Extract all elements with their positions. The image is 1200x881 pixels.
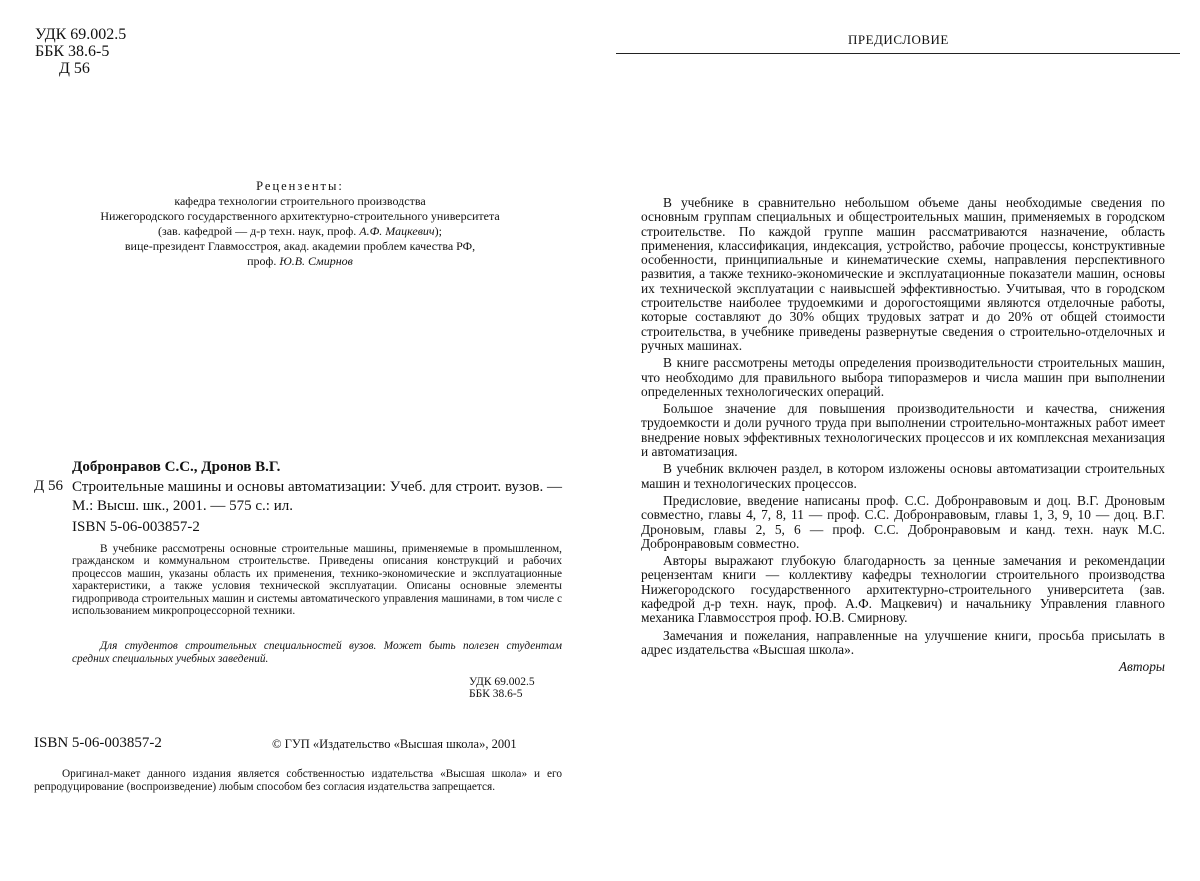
book-authors: Добронравов С.С., Дронов В.Г. [72, 459, 281, 475]
original-layout-notice: Оригинал-макет данного издания является собственностью издательства «Высшая школа» и его репродуцирование (воспроизведение) любым способом без согласия издательства запрещается. [34, 768, 562, 793]
annotation: В учебнике рассмотрены основные строительные машины, применяемые в промышленном, гражданском и коммунальном строительстве. Приведены описания конструкций и рабочих процессов машин, указаны область их применения, технико-экономические и эксплуатационные характеристики, а также условия технической эксплуатации. Описаны основные элементы гидропривода строительных машин и системы автоматического управления машинами, в том числе с использованием микропроцессорной техники. [72, 543, 562, 618]
reviewer-line: Нижегородского государственного архитектурно-строительного университета [100, 209, 500, 223]
header-divider [616, 53, 1180, 54]
preface-paragraph: Большое значение для повышения производительности и качества, снижения трудоемкости и доли ручного труда при выполнении строительно-монтажных работ имеет внедрение новых эффективных технологических процессов и их комплексная механизация и автоматизация. [641, 401, 1165, 460]
reviewer-line: вице-президент Главмосстроя, акад. академии проблем качества РФ, [124, 239, 476, 253]
preface-paragraph: Предисловие, введение написаны проф. С.С. Добронравовым и доц. В.Г. Дроновым совместно, главы 4, 7, 8, 11 — проф. С.С. Добронравовым, главы 1, 3, 9, 10 — доц. В.Г. Дроновым, главы 2, 5, 6 — проф. С.С. Добронравовым и канд. техн. наук М.С. Добронравовым совместно. [641, 492, 1165, 551]
udk-code: УДК 69.002.5 [469, 676, 535, 688]
preface-body [641, 196, 1165, 678]
udk-bottom-block [469, 676, 535, 700]
reviewers-heading: Рецензенты: [256, 179, 344, 193]
preface-paragraph: В книге рассмотрены методы определения производительности строительных машин, что необходимо для правильного выбора типоразмеров и числа машин при выполнении определенных технологических операций. [641, 355, 1165, 399]
author-mark: Д 56 [59, 60, 90, 77]
reviewer-text: проф. [247, 254, 277, 268]
reviewer-name: Ю.В. Смирнов [279, 254, 353, 268]
bbk-code: ББК 38.6-5 [35, 43, 110, 60]
reviewer-line [30, 224, 570, 239]
reviewer-line [30, 254, 570, 269]
reviewer-name: А.Ф. Мацкевич [359, 224, 435, 238]
preface-paragraph: Замечания и пожелания, направленные на улучшение книги, просьба присылать в адрес издательства «Высшая школа». [641, 627, 1165, 657]
annotation-note: Для студентов строительных специальностей вузов. Может быть полезен студентам средних специальных учебных заведений. [72, 640, 562, 665]
authors-signature: Авторы [1118, 659, 1165, 675]
udk-code: УДК 69.002.5 [35, 26, 127, 43]
preface-paragraph: В учебнике в сравнительно небольшом объеме даны необходимые сведения по основным группам специальных и общестроительных машин, применяемых в городском строительстве. По каждой группе машин рассматриваются назначение, область применения, классификация, индексация, устройство, рабочие процессы, конструктивные особенности, принципиальные и кинематические схемы, направления перспективного развития, а также технико-экономические и эксплуатационные показатели машин, основы их технической эксплуатации с наивысшей эффективностью. Учитывая, что в городском строительстве наиболее трудоемкими и дорогостоящими являются отделочные работы, которые составляют до 30% общих трудовых затрат и до 20% от общей стоимости строительства, в учебнике приведены развернутые сведения о строительно-отделочных и ручных машинах. [641, 195, 1165, 353]
page-title: ПРЕДИСЛОВИЕ [848, 32, 949, 47]
udk-block [35, 26, 126, 77]
bbk-code: ББК 38.6-5 [469, 688, 523, 700]
isbn-bottom: ISBN 5-06-003857-2 [34, 735, 162, 751]
preface-paragraph: Авторы выражают глубокую благодарность за ценные замечания и рекомендации рецензентам книги — коллективу кафедры технологии строительного производства Нижегородского государственного архитектурно-строительного университета (зав. кафедрой д-р техн. наук, проф. А.Ф. Мацкевич) и начальнику Управления главного механика Главмосстроя проф. Ю.В. Смирнову. [641, 553, 1165, 626]
reviewer-text: (зав. кафедрой — д-р техн. наук, проф. [157, 224, 357, 238]
preface-paragraph: В учебник включен раздел, в котором изложены основы автоматизации строительных машин и технологических процессов. [641, 461, 1165, 491]
reviewer-line: кафедра технологии строительного производства [174, 194, 426, 208]
copyright-notice: © ГУП «Издательство «Высшая школа», 2001 [272, 737, 517, 751]
classification-mark: Д 56 [34, 478, 63, 494]
isbn: ISBN 5-06-003857-2 [72, 519, 200, 535]
right-page [600, 0, 1200, 881]
book-description: Строительные машины и основы автоматизации: Учеб. для строит. вузов. — М.: Высш. шк., 2001. — 575 с.: ил. [72, 479, 562, 514]
reviewer-text: ); [434, 224, 442, 238]
reviewers-block [30, 179, 570, 269]
